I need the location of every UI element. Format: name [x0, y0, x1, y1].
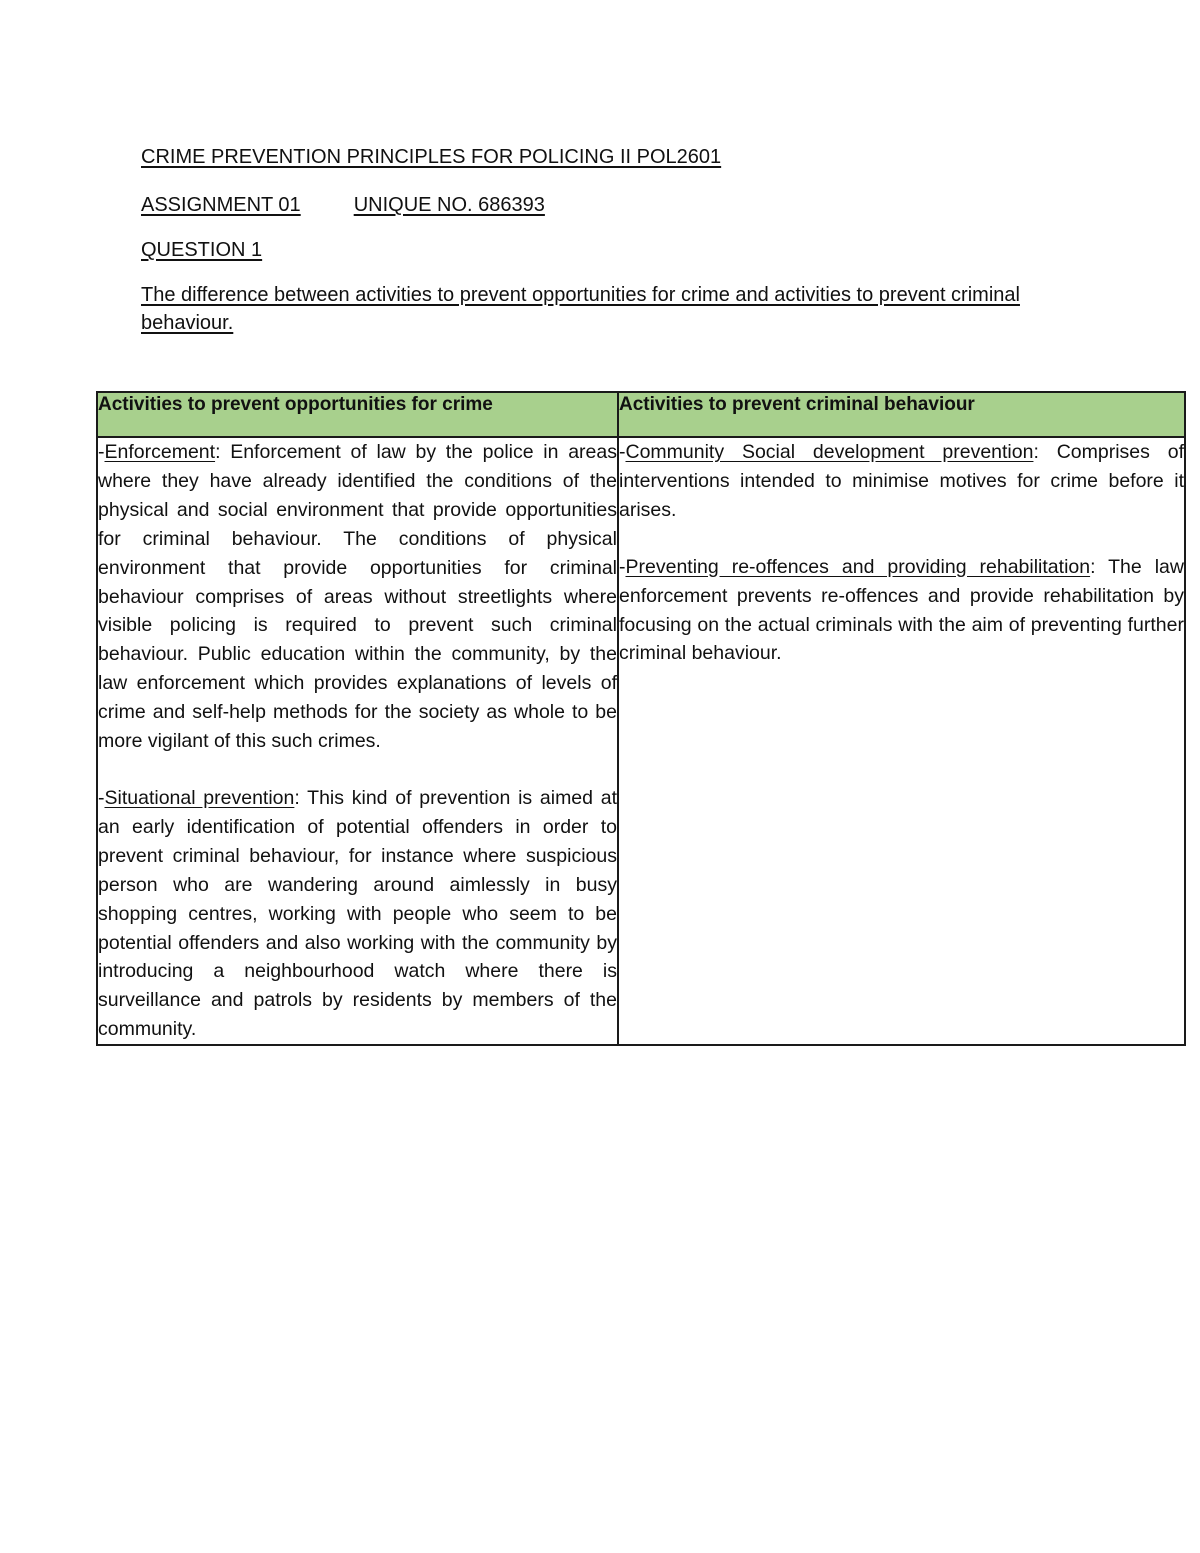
- unique-number: UNIQUE NO. 686393: [353, 194, 545, 216]
- assignment-heading: [141, 143, 1081, 337]
- item-prefix: -: [619, 555, 626, 578]
- assignment-number: ASSIGNMENT 01: [141, 194, 301, 216]
- term-community-social-development: Community Social development prevention: [625, 441, 1034, 463]
- term-preventing-re-offences: Preventing re-offences and providing rehabilitation: [625, 555, 1091, 578]
- header-criminal-behaviour: Activities to prevent criminal behaviour: [618, 392, 1185, 437]
- text-situational-prevention: : This kind of prevention is aimed at an early identification of potential offenders in order to prevent criminal behaviour, for instance where suspicious person who are wandering around aimlessly in busy shopping centres, working with people who seem to be potential offenders and also working with the community by introducing a neighbourhood watch where there is surveillance and patrols by residents by members of the community.: [98, 786, 617, 1041]
- text-preventing-re-offences: : The law enforcement prevents re-offences and provide rehabilitation by focusing on the actual criminals with the aim of preventing further criminal behaviour.: [619, 555, 1184, 665]
- comparison-table: [96, 391, 1186, 1046]
- course-title: CRIME PREVENTION PRINCIPLES FOR POLICING II POL2601: [141, 146, 722, 168]
- cell-criminal-behaviour: [618, 437, 1185, 1045]
- term-enforcement: Enforcement: [104, 441, 216, 463]
- paragraph-re-offences: [619, 553, 1184, 669]
- question-topic: The difference between activities to prevent opportunities for crime and activities to prevent criminal behaviour.: [141, 284, 1020, 334]
- table-header-row: [97, 392, 1185, 437]
- text-community-social-development: : Comprises of interventions intended to minimise motives for crime before it arises.: [619, 441, 1184, 521]
- table-row: [97, 437, 1185, 1045]
- paragraph-situational: [98, 784, 617, 1044]
- header-opportunities: Activities to prevent opportunities for crime: [97, 392, 618, 437]
- paragraph-community-social: [619, 438, 1184, 525]
- item-prefix: -: [98, 786, 105, 809]
- question-label: QUESTION 1: [141, 239, 263, 261]
- term-situational-prevention: Situational prevention: [104, 786, 295, 809]
- item-prefix: -: [98, 441, 105, 463]
- paragraph-enforcement: [98, 438, 617, 756]
- cell-opportunities: [97, 437, 618, 1045]
- item-prefix: -: [619, 441, 626, 463]
- text-enforcement: : Enforcement of law by the police in areas where they have already identified the conditions of the physical and social environment that provide opportunities for criminal behaviour. The conditions of physical environment that provide opportunities for criminal behaviour comprises of areas without streetlights where visible policing is required to prevent such criminal behaviour. Public education within the community, by the law enforcement which provides explanations of levels of crime and self-help methods for the society as whole to be more vigilant of this such crimes.: [98, 441, 617, 753]
- assignment-line: [141, 191, 1081, 219]
